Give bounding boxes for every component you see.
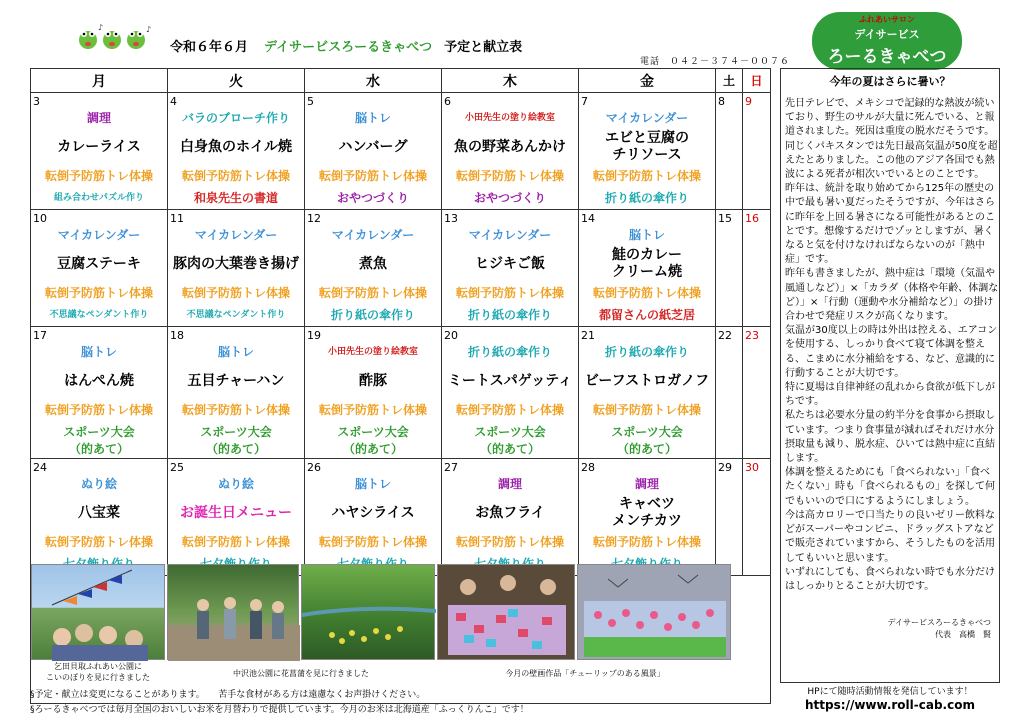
sidebar-column <box>780 68 1000 683</box>
day-activity: 脳トレ <box>354 111 391 125</box>
day-exercise: 転倒予防筋トレ体操 <box>592 169 701 183</box>
day-menu: 豚肉の大葉巻き揚げ <box>173 256 299 272</box>
footer-notes <box>30 688 529 718</box>
day-exercise: 転倒予防筋トレ体操 <box>44 286 153 300</box>
day-menu: ミートスパゲッティ <box>447 373 573 389</box>
day-event: 折り紙の傘作り <box>604 191 689 205</box>
day-menu: 五目チャーハン <box>187 373 285 389</box>
day-menu: お誕生日メニュー <box>180 505 292 521</box>
sidebar-paragraph: 昨年も書きましたが、熱中症は「環境（気温や風通しなど）」×「カラダ（体格や年齢、体調など）」×「行動（運動や水分補給など）」の掛け合わせで発症リスクが高くなります。 <box>785 268 999 323</box>
caption-text-line: こいのぼりを見に行きました <box>46 673 150 682</box>
day-event: 折り紙の傘作り <box>467 308 552 322</box>
weekday-thu: 木 <box>442 69 579 93</box>
text-line: キャベツ <box>619 496 675 512</box>
day-cell <box>168 93 305 210</box>
text-line: （的あて） <box>205 442 266 456</box>
day-cell <box>442 93 579 210</box>
day-number: 3 <box>33 95 40 108</box>
saturday-cell: 22 <box>716 327 743 459</box>
day-exercise: 転倒予防筋トレ体操 <box>455 535 564 549</box>
day-activity: 小田先生の塗り絵教室 <box>327 347 418 357</box>
day-event <box>305 421 441 458</box>
photo-caption-koinobori <box>31 661 165 683</box>
day-exercise: 転倒予防筋トレ体操 <box>455 169 564 183</box>
day-exercise: 転倒予防筋トレ体操 <box>181 169 290 183</box>
day-menu: はんぺん焼 <box>64 373 134 389</box>
sunday-cell: 23 <box>743 327 771 459</box>
photo-tulip-mural <box>577 564 731 660</box>
day-event: おやつづくり <box>336 191 409 205</box>
text-line: スポーツ大会 <box>611 425 683 439</box>
day-activity: ぬり絵 <box>80 477 117 491</box>
day-cell <box>31 210 168 327</box>
weekday-wed: 水 <box>305 69 442 93</box>
svg-text:♪: ♪ <box>98 23 104 32</box>
phone-number: 電話 ０４２－３７４－００７６ <box>640 57 791 67</box>
weekday-mon: 月 <box>31 69 168 93</box>
day-number: 5 <box>307 95 314 108</box>
day-exercise: 転倒予防筋トレ体操 <box>592 403 701 417</box>
day-menu: ビーフストロガノフ <box>584 373 710 389</box>
calendar-weeks <box>31 93 771 576</box>
sidebar-paragraph: 気温が30度以上の時は外出は控える、エアコンを使用する、しっかり食べて寝て体調を整える、こまめに水分補給をする、など、意識的に行動することが大切です。 <box>785 325 998 379</box>
day-activity: 脳トレ <box>628 228 665 242</box>
day-exercise: 転倒予防筋トレ体操 <box>181 535 290 549</box>
logo-line2: ろーるきゃべつ <box>827 47 947 67</box>
day-menu <box>579 129 715 165</box>
day-cell <box>579 210 716 327</box>
day-activity: ぬり絵 <box>217 477 254 491</box>
sidebar-paragraph: 私たちは必要水分量の約半分を食事から摂取しています。つまり食事量が減ればそれだけ水分摂取量も減り、脱水症、ひいては熱中症に直結します。 <box>785 410 995 465</box>
day-number: 25 <box>170 461 184 474</box>
day-exercise: 転倒予防筋トレ体操 <box>318 286 427 300</box>
day-activity: 小田先生の塗り絵教室 <box>464 113 555 123</box>
weekday-fri: 金 <box>579 69 716 93</box>
text-line: （的あて） <box>342 442 403 456</box>
saturday-cell: 15 <box>716 210 743 327</box>
day-number: 17 <box>33 329 47 342</box>
day-cell <box>305 93 442 210</box>
day-exercise: 転倒予防筋トレ体操 <box>318 535 427 549</box>
text-line: 鮭のカレー <box>612 247 682 263</box>
weekday-sun: 日 <box>743 69 771 93</box>
text-line: スポーツ大会 <box>200 425 272 439</box>
day-number: 10 <box>33 212 47 225</box>
title-subtitle: 予定と献立表 <box>444 40 523 55</box>
sidebar-footer-text: HPにて随時活動情報を発信しています！ <box>807 687 973 697</box>
day-cell <box>31 93 168 210</box>
day-activity: 調理 <box>634 477 659 491</box>
day-activity: 脳トレ <box>354 477 391 491</box>
day-exercise: 転倒予防筋トレ体操 <box>318 403 427 417</box>
week-row <box>31 210 771 327</box>
day-exercise: 転倒予防筋トレ体操 <box>44 535 153 549</box>
weekday-header-row <box>31 69 771 93</box>
day-menu: 魚の野菜あんかけ <box>454 139 566 155</box>
saturday-cell: 29 <box>716 459 743 576</box>
sidebar-paragraph: いずれにしても、食べられない時でも水分だけはしっかりとることが大切です。 <box>785 566 995 592</box>
day-activity: 折り紙の傘作り <box>604 345 689 359</box>
weekday-tue: 火 <box>168 69 305 93</box>
day-number: 24 <box>33 461 47 474</box>
day-activity: 調理 <box>86 111 111 125</box>
photo-koinobori <box>31 564 165 660</box>
day-menu <box>579 495 715 531</box>
logo <box>812 12 962 70</box>
title-org: デイサービスろーるきゃべつ <box>264 40 433 55</box>
logo-line1: デイサービス <box>854 28 920 41</box>
day-number: 12 <box>307 212 321 225</box>
photo-caption-iris: 中沢池公園に花菖蒲を見に行きました <box>233 669 369 678</box>
sidebar-paragraph: 先日テレビで、メキシコで記録的な熱波が続いており、野生のサルが大量に死んでいる、と報道されました。死因は重度の脱水だそうです。同じくパキスタンでは先日最高気温が50度を超えたとありました。この他のアジア各国でも熱波による死者が相次いでいるとのことです。 <box>785 98 998 181</box>
day-exercise: 転倒予防筋トレ体操 <box>455 403 564 417</box>
text-line: メンチカツ <box>612 513 682 529</box>
frogs-illustration-icon <box>74 22 154 58</box>
sidebar-paragraph: 体調を整えるためにも「食べられない」「食べたくない」時も「食べられるもの」を探して何でもいいので口にするようにしましょう。 <box>785 467 995 507</box>
day-activity: 調理 <box>497 477 522 491</box>
day-cell <box>31 459 168 576</box>
day-activity: 脳トレ <box>80 345 117 359</box>
day-activity: マイカレンダー <box>57 228 141 242</box>
day-number: 13 <box>444 212 458 225</box>
day-menu: ハヤシライス <box>331 505 415 521</box>
day-menu: 八宝菜 <box>78 505 120 521</box>
day-number: 14 <box>581 212 595 225</box>
day-cell <box>31 327 168 459</box>
sunday-cell: 16 <box>743 210 771 327</box>
day-exercise: 転倒予防筋トレ体操 <box>592 535 701 549</box>
text-line: スポーツ大会 <box>474 425 546 439</box>
sidebar-paragraph: 今は高カロリーで口当たりの良いゼリー飲料などがスーパーやコンビニ、ドラッグストアなどで販売されていますから、そうしたものを活用してもいいと思います。 <box>785 509 995 564</box>
text-line: （的あて） <box>479 442 540 456</box>
logo-subtext: ふれあいサロン <box>859 15 915 24</box>
day-number: 20 <box>444 329 458 342</box>
title-era: 令和６年６月 <box>170 40 249 55</box>
day-exercise: 転倒予防筋トレ体操 <box>592 286 701 300</box>
day-event: 都留さんの紙芝居 <box>598 308 695 322</box>
website-link[interactable]: https://www.roll-cab.com <box>805 698 975 712</box>
day-exercise: 転倒予防筋トレ体操 <box>181 286 290 300</box>
day-cell <box>442 210 579 327</box>
day-number: 6 <box>444 95 451 108</box>
photo-iris-garden <box>301 564 435 660</box>
day-exercise: 転倒予防筋トレ体操 <box>44 169 153 183</box>
day-cell <box>305 210 442 327</box>
week-row <box>31 459 771 576</box>
day-event <box>168 421 304 458</box>
photo-mural-making <box>437 564 575 660</box>
sidebar-signature <box>888 617 991 641</box>
day-event: 折り紙の傘作り <box>330 308 415 322</box>
day-cell <box>579 93 716 210</box>
caption-line <box>31 661 165 683</box>
day-menu: ハンバーグ <box>338 139 408 155</box>
day-number: 4 <box>170 95 177 108</box>
text-line: スポーツ大会 <box>63 425 135 439</box>
day-menu: ヒジキご飯 <box>475 256 545 272</box>
note-line-2: §ろーるきゃべつでは毎月全国のおいしいお米を月替わりで提供しています。今月のお米は北海道産「ふっくりんこ」です！ <box>30 705 529 715</box>
day-exercise: 転倒予防筋トレ体操 <box>455 286 564 300</box>
sunday-cell: 30 <box>743 459 771 576</box>
text-line: クリーム焼 <box>612 264 682 280</box>
photo-iris-group <box>167 564 299 660</box>
day-activity: マイカレンダー <box>331 228 415 242</box>
day-cell <box>442 327 579 459</box>
caption-text-line: 乞田貝取ふれあい公園に <box>54 662 142 671</box>
weekday-sat: 土 <box>716 69 743 93</box>
day-number: 18 <box>170 329 184 342</box>
day-activity: マイカレンダー <box>605 111 689 125</box>
day-cell <box>442 459 579 576</box>
day-cell <box>305 327 442 459</box>
day-number: 11 <box>170 212 184 225</box>
day-event <box>579 421 715 458</box>
day-menu: 白身魚のホイル焼 <box>180 139 292 155</box>
saturday-cell: 8 <box>716 93 743 210</box>
sidebar-paragraph: 特に夏場は自律神経の乱れから食欲が低下しがちです。 <box>785 382 995 408</box>
day-activity: マイカレンダー <box>468 228 552 242</box>
week-row <box>31 327 771 459</box>
day-menu: 煮魚 <box>359 256 387 272</box>
text-line: チリソース <box>612 147 682 163</box>
day-event: おやつづくり <box>473 191 546 205</box>
day-cell <box>168 459 305 576</box>
signature-name: 代表 高橋 賢 <box>935 630 991 639</box>
sidebar-body <box>785 97 999 594</box>
day-number: 19 <box>307 329 321 342</box>
day-number: 28 <box>581 461 595 474</box>
photo-caption-mural: 今月の壁画作品「チューリップのある風景」 <box>505 669 665 678</box>
sidebar-paragraph: 昨年は、統計を取り始めてから125年の歴史の中で最も暑い夏だったそうですが、今年はさらに昨年を上回る暑さになる可能性があるとのことです。想像するだけでゾッとしますが、暑くなると気を付けなければならないのが「熱中症」です。 <box>785 183 995 266</box>
day-cell <box>579 327 716 459</box>
text-line: （的あて） <box>616 442 677 456</box>
text-line: スポーツ大会 <box>337 425 409 439</box>
day-event: 組み合わせパズル作り <box>53 193 144 203</box>
day-activity: バラのブローチ作り <box>181 111 290 125</box>
day-event <box>31 421 167 458</box>
day-event <box>442 421 578 458</box>
signature-org: デイサービスろーるきゃべつ <box>887 618 991 627</box>
day-menu: 豆腐ステーキ <box>57 256 141 272</box>
day-menu <box>579 246 715 282</box>
day-activity: 脳トレ <box>217 345 254 359</box>
day-menu: お魚フライ <box>475 505 545 521</box>
day-number: 27 <box>444 461 458 474</box>
day-number: 26 <box>307 461 321 474</box>
week-row <box>31 93 771 210</box>
day-cell <box>168 327 305 459</box>
sidebar-title: 今年の夏はさらに暑い？ <box>829 75 951 88</box>
text-line: （的あて） <box>68 442 129 456</box>
sidebar-footer <box>780 686 1000 712</box>
day-menu: カレーライス <box>57 139 141 155</box>
day-exercise: 転倒予防筋トレ体操 <box>318 169 427 183</box>
day-exercise: 転倒予防筋トレ体操 <box>44 403 153 417</box>
day-exercise: 転倒予防筋トレ体操 <box>181 403 290 417</box>
day-event: 和泉先生の書道 <box>193 191 278 205</box>
note-line-1: §予定・献立は変更になることがあります。 苦手な食材がある方は遠慮なくお声掛けください。 <box>30 690 426 700</box>
sunday-cell: 9 <box>743 93 771 210</box>
day-event: 不思議なペンダント作り <box>49 310 149 320</box>
text-line: エビと豆腐の <box>605 130 689 146</box>
day-cell <box>305 459 442 576</box>
day-activity: 折り紙の傘作り <box>467 345 552 359</box>
svg-text:♪: ♪ <box>146 25 152 34</box>
page-title <box>170 36 522 55</box>
day-menu: 酢豚 <box>359 373 387 389</box>
day-number: 21 <box>581 329 595 342</box>
day-cell <box>168 210 305 327</box>
day-activity: マイカレンダー <box>194 228 278 242</box>
day-number: 7 <box>581 95 588 108</box>
day-event: 不思議なペンダント作り <box>186 310 286 320</box>
day-cell <box>579 459 716 576</box>
